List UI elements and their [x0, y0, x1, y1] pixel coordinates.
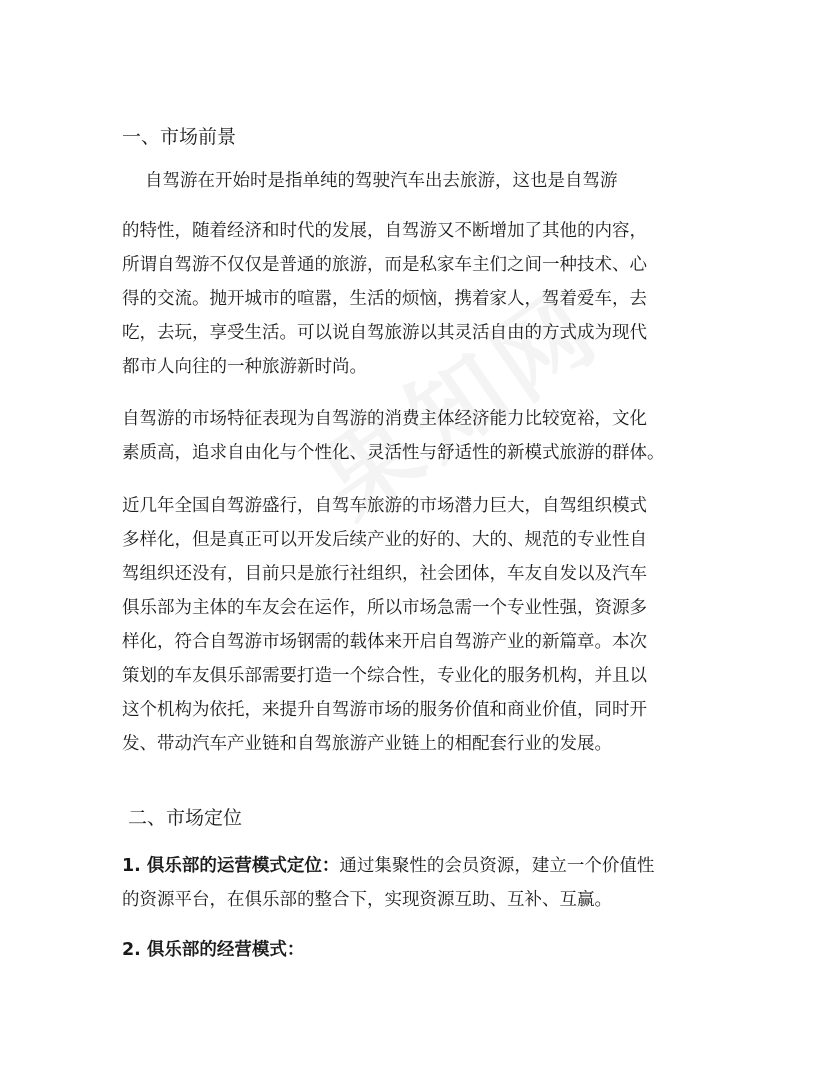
paragraph-line: 样化，符合自驾游市场钢需的载体来开启自驾游产业的新篇章。本次 [122, 632, 647, 652]
paragraph-line: 多样化，但是真正可以开发后续产业的好的、大的、规范的专业性自 [122, 530, 647, 550]
paragraph-line: 吃，去玩，享受生活。可以说自驾旅游以其灵活自由的方式成为现代 [122, 323, 647, 343]
item-label: 2. 俱乐部的经营模式： [122, 940, 305, 960]
paragraph-line: 策划的车友俱乐部需要打造一个综合性，专业化的服务机构，并且以 [122, 666, 647, 686]
paragraph-line: 得的交流。抛开城市的喧嚣，生活的烦恼，携着家人，驾着爱车，去 [122, 289, 647, 309]
paragraph-line: 的特性，随着经济和时代的发展，自驾游又不断增加了其他的内容， [122, 221, 647, 241]
section-heading-market-outlook: 一、市场前景 [122, 126, 237, 148]
positioning-item-2 [122, 933, 722, 967]
paragraph-3 [122, 402, 722, 470]
paragraph-line: 所谓自驾游不仅仅是普通的旅游，而是私家车主们之间一种技术、心 [122, 255, 647, 275]
paragraph-4 [122, 489, 722, 761]
item-line: 的资源平台，在俱乐部的整合下，实现资源互助、互补、互赢。 [122, 890, 612, 910]
paragraph-line: 素质高，追求自由化与个性化、灵活性与舒适性的新模式旅游的群体。 [122, 443, 665, 463]
paragraph-line: 自驾游的市场特征表现为自驾游的消费主体经济能力比较宽裕，文化 [122, 409, 647, 429]
paragraph-line: 自驾游在开始时是指单纯的驾驶汽车出去旅游，这也是自驾游 [145, 171, 618, 191]
item-text: 通过集聚性的会员资源，建立一个价值性 [339, 856, 655, 876]
paragraph-line: 俱乐部为主体的车友会在运作，所以市场急需一个专业性强，资源多 [122, 598, 647, 618]
paragraph-2 [122, 214, 722, 384]
paragraph-line: 驾组织还没有，目前只是旅行社组织，社会团体，车友自发以及汽车 [122, 564, 647, 584]
positioning-item-1 [122, 849, 722, 917]
item-label: 1. 俱乐部的运营模式定位： [122, 856, 340, 876]
paragraph-line: 近几年全国自驾游盛行，自驾车旅游的市场潜力巨大，自驾组织模式 [122, 496, 647, 516]
paragraph-line: 这个机构为依托，来提升自驾游市场的服务价值和商业价值，同时开 [122, 700, 647, 720]
paragraph-1 [145, 164, 745, 198]
paragraph-line: 发、带动汽车产业链和自驾旅游产业链上的相配套行业的发展。 [122, 734, 612, 754]
paragraph-line: 都市人向往的一种旅游新时尚。 [122, 357, 367, 377]
item-line [122, 849, 722, 883]
section-heading-market-positioning: 二、市场定位 [128, 807, 243, 829]
